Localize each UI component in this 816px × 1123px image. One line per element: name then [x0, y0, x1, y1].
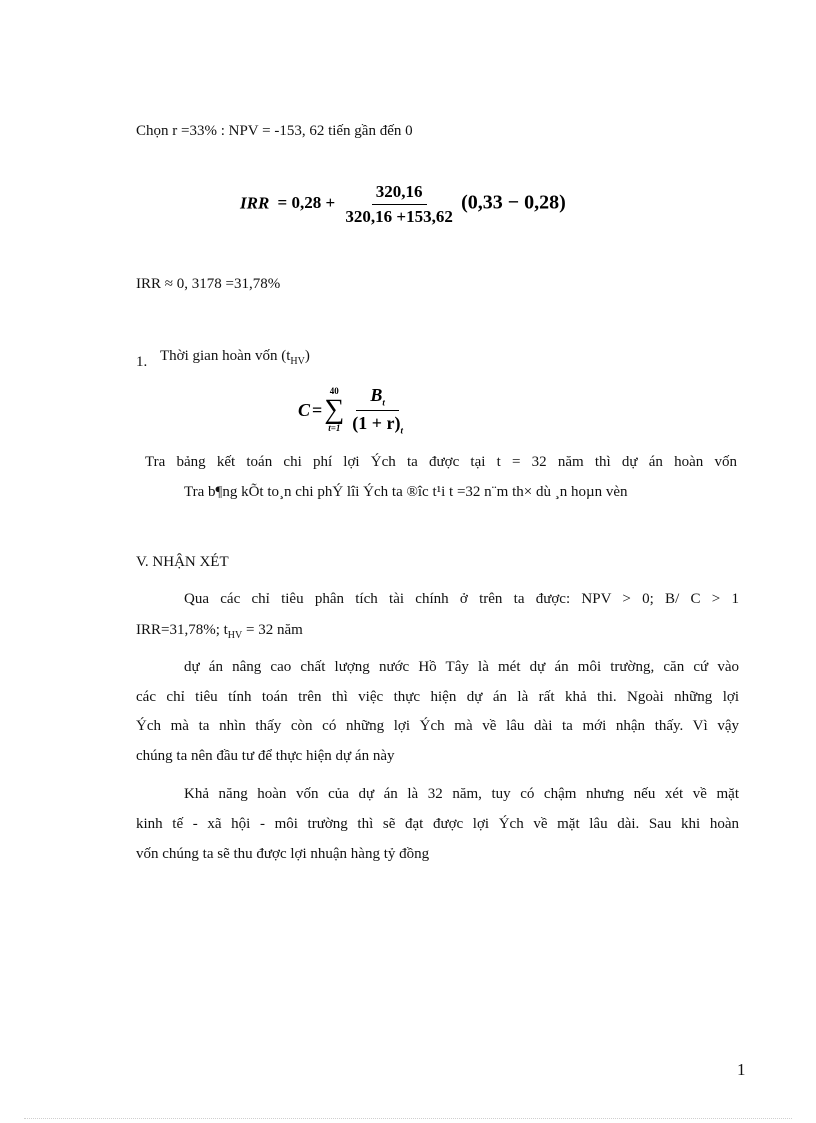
tra-bang-garbled-line: Tra b¶ng kÕt to¸n chi phÝ lîi Ých ta ®îc t¹i t =32 n¨m th× dù ¸n hoµn vèn: [184, 484, 628, 500]
section1-close: ): [304, 348, 310, 364]
para1-line2-b: = 32 năm: [242, 622, 303, 638]
irr-formula-denominator: 320,16 +153,62: [345, 207, 453, 226]
c-formula-lhs: C: [298, 399, 311, 420]
para2-line4: chúng ta nên đầu tư để thực hiện dự án này: [136, 748, 395, 764]
irr-formula: [240, 182, 566, 227]
section1-number: 1.: [136, 354, 148, 370]
c-formula-eq: =: [312, 399, 323, 420]
c-formula-denominator-sub: t: [400, 425, 403, 436]
section1-title: Thời gian hoàn vốn (t: [160, 348, 291, 364]
irr-approx-line: IRR ≈ 0, 3178 =31,78%: [136, 276, 281, 292]
para1-line2-a: IRR=31,78%; t: [136, 622, 228, 638]
irr-formula-lhs: IRR: [240, 193, 270, 213]
para2-line2: các chỉ tiêu tính toán trên thì việc thực hiện dự án là rất khả thi. Ngoài những lợi: [136, 689, 739, 705]
irr-formula-numerator: 320,16: [372, 182, 427, 205]
c-formula: [298, 385, 407, 435]
para1-line2-sub: HV: [227, 630, 243, 641]
c-formula-numerator-b: B: [370, 385, 383, 405]
para2-line3: Ých mà ta nhìn thấy còn có những lợi Ých mà về lâu dài ta mới nhận thấy. Vì vậy: [136, 718, 739, 734]
c-formula-denominator-text: (1 + r): [352, 412, 401, 433]
para1-line2: [136, 620, 303, 646]
c-formula-numerator-sub: t: [382, 397, 385, 408]
section1-heading: [136, 346, 310, 372]
c-formula-sigma: ∑: [324, 394, 345, 426]
para1-line1: Qua các chỉ tiêu phân tích tài chính ở trên ta được: NPV > 0; B/ C > 1: [184, 591, 739, 607]
c-formula-fraction: [348, 385, 407, 435]
page-bottom-rule: [24, 1118, 792, 1119]
para2-line1: dự án nâng cao chất lượng nước Hồ Tây là mét dự án môi trường, căn cứ vào: [184, 659, 739, 675]
c-formula-upper: 40: [329, 386, 339, 397]
irr-formula-eq: = 0,28 +: [277, 193, 336, 213]
para3-line2: kinh tế - xã hội - môi trường thì sẽ đạt được lợi Ých về mặt lâu dài. Sau khi hoàn: [136, 816, 739, 832]
c-formula-sum: [324, 387, 344, 433]
irr-formula-paren: (0,33 − 0,28): [461, 191, 566, 214]
section-v-heading: V. NHẬN XÉT: [136, 554, 229, 570]
c-formula-numerator: [356, 385, 399, 411]
c-formula-denominator: [348, 411, 407, 436]
tra-bang-line: Tra bảng kết toán chi phí lợi Ých ta được tại t = 32 năm thì dự án hoàn vốn: [145, 454, 737, 470]
para3-line1: Khả năng hoàn vốn của dự án là 32 năm, tuy có chậm nhưng nếu xét về mặt: [184, 786, 739, 802]
para3-line3: vốn chúng ta sẽ thu được lợi nhuận hàng tỷ đồng: [136, 846, 430, 862]
section1-sub: HV: [290, 356, 305, 367]
chon-r-line: Chọn r =33% : NPV = -153, 62 tiến gần đến 0: [136, 123, 413, 139]
c-formula-lower: t=1: [328, 423, 341, 434]
page-number: 1: [737, 1060, 746, 1079]
irr-formula-fraction: [341, 182, 456, 227]
